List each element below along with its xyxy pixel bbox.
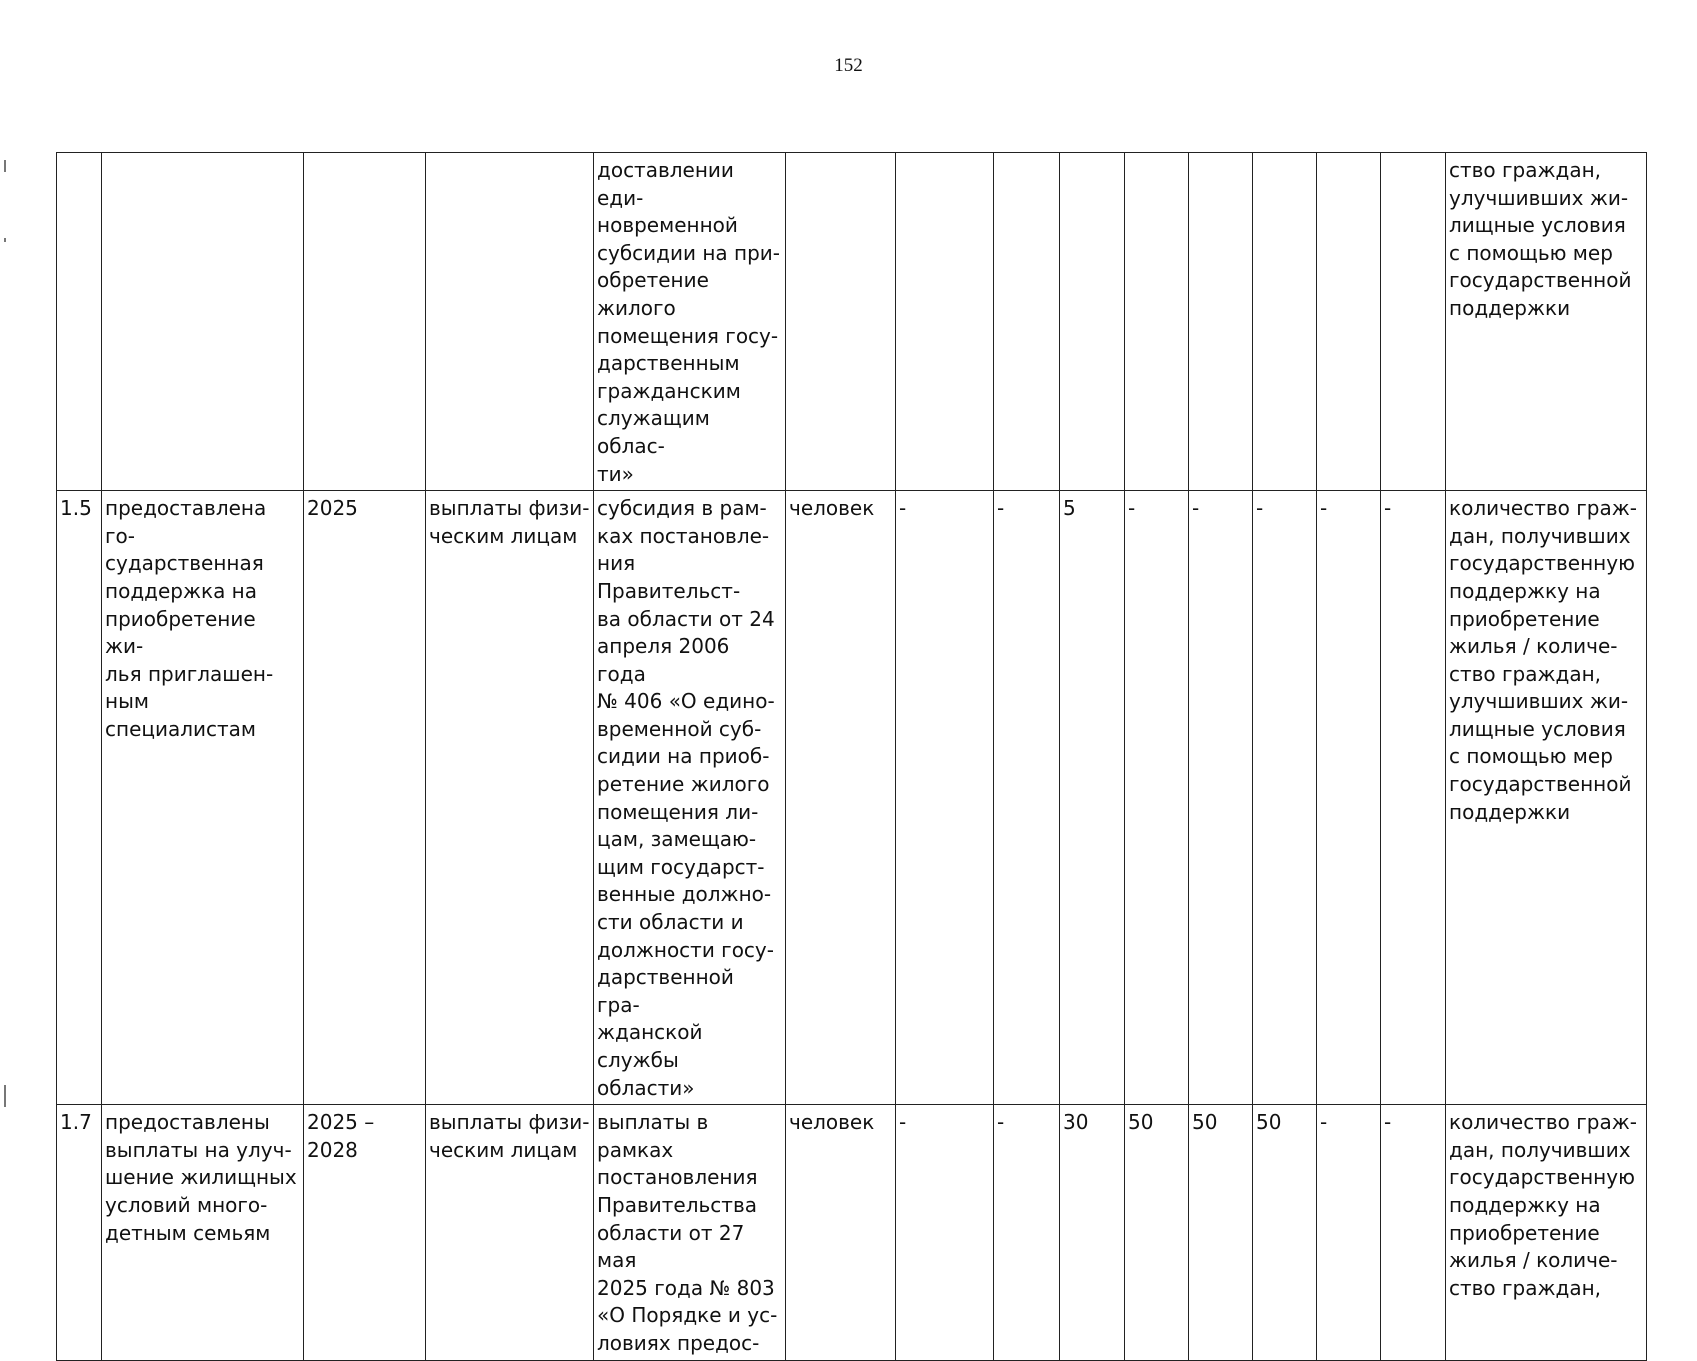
cell-result xyxy=(102,153,304,491)
table-row xyxy=(57,491,1647,1105)
cell-number: 1.7 xyxy=(57,1105,102,1360)
cell-value-8 xyxy=(1381,153,1446,491)
cell-basis: выплаты в рамках постановления Правительства области от 27 мая 2025 года № 803 «О Порядке и ус- ловиях предос- xyxy=(594,1105,786,1360)
cell-period xyxy=(304,153,426,491)
cell-value-2: - xyxy=(994,491,1060,1105)
cell-value-6: 50 xyxy=(1253,1105,1317,1360)
table-row xyxy=(57,153,1647,491)
cell-value-7: - xyxy=(1317,1105,1381,1360)
cell-value-3: 30 xyxy=(1060,1105,1125,1360)
table-row xyxy=(57,1105,1647,1360)
cell-value-1: - xyxy=(896,1105,994,1360)
scan-margin-mark xyxy=(4,160,6,172)
cell-indicator: ство граждан, улучшивших жи- лищные условия с помощью мер государственной поддержки xyxy=(1446,153,1647,491)
page-number: 152 xyxy=(834,55,863,76)
cell-value-2: - xyxy=(994,1105,1060,1360)
cell-number: 1.5 xyxy=(57,491,102,1105)
cell-value-4: - xyxy=(1125,491,1189,1105)
cell-value-1 xyxy=(896,153,994,491)
cell-value-6: - xyxy=(1253,491,1317,1105)
cell-indicator: количество граж- дан, получивших государственную поддержку на приобретение жилья / количе- ство граждан, улучшивших жи- лищные условия с помощью мер государственной поддержки xyxy=(1446,491,1647,1105)
cell-unit xyxy=(786,153,896,491)
cell-value-8: - xyxy=(1381,1105,1446,1360)
cell-value-7 xyxy=(1317,153,1381,491)
cell-type: выплаты физи- ческим лицам xyxy=(426,491,594,1105)
cell-value-1: - xyxy=(896,491,994,1105)
cell-value-6 xyxy=(1253,153,1317,491)
cell-value-2 xyxy=(994,153,1060,491)
cell-period: 2025 – 2028 xyxy=(304,1105,426,1360)
program-measures-table xyxy=(56,152,1647,1361)
cell-basis: субсидия в рам- ках постановле- ния Правительст- ва области от 24 апреля 2006 года № 406 «О едино- временной суб- сидии на приоб- ретение жилого помещения ли- цам, замещаю- щим государст- венные должно- сти области и должности госу- дарственной гра- жданской службы области» xyxy=(594,491,786,1105)
cell-value-5 xyxy=(1189,153,1253,491)
cell-value-8: - xyxy=(1381,491,1446,1105)
cell-value-7: - xyxy=(1317,491,1381,1105)
cell-type xyxy=(426,153,594,491)
cell-value-5: 50 xyxy=(1189,1105,1253,1360)
scan-margin-mark xyxy=(4,238,6,242)
cell-indicator: количество граж- дан, получивших государственную поддержку на приобретение жилья / количе- ство граждан, xyxy=(1446,1105,1647,1360)
cell-value-3: 5 xyxy=(1060,491,1125,1105)
cell-result: предоставлены выплаты на улуч- шение жилищных условий много- детным семьям xyxy=(102,1105,304,1360)
cell-type: выплаты физи- ческим лицам xyxy=(426,1105,594,1360)
cell-value-3 xyxy=(1060,153,1125,491)
cell-unit: человек xyxy=(786,491,896,1105)
cell-value-5: - xyxy=(1189,491,1253,1105)
scan-margin-mark xyxy=(4,1085,6,1107)
cell-basis: доставлении еди- новременной субсидии на при- обретение жилого помещения госу- дарственным гражданским служащим облас- ти» xyxy=(594,153,786,491)
cell-value-4 xyxy=(1125,153,1189,491)
cell-number xyxy=(57,153,102,491)
cell-unit: человек xyxy=(786,1105,896,1360)
cell-period: 2025 xyxy=(304,491,426,1105)
cell-result: предоставлена го- сударственная поддержка на приобретение жи- лья приглашен- ным специалистам xyxy=(102,491,304,1105)
cell-value-4: 50 xyxy=(1125,1105,1189,1360)
